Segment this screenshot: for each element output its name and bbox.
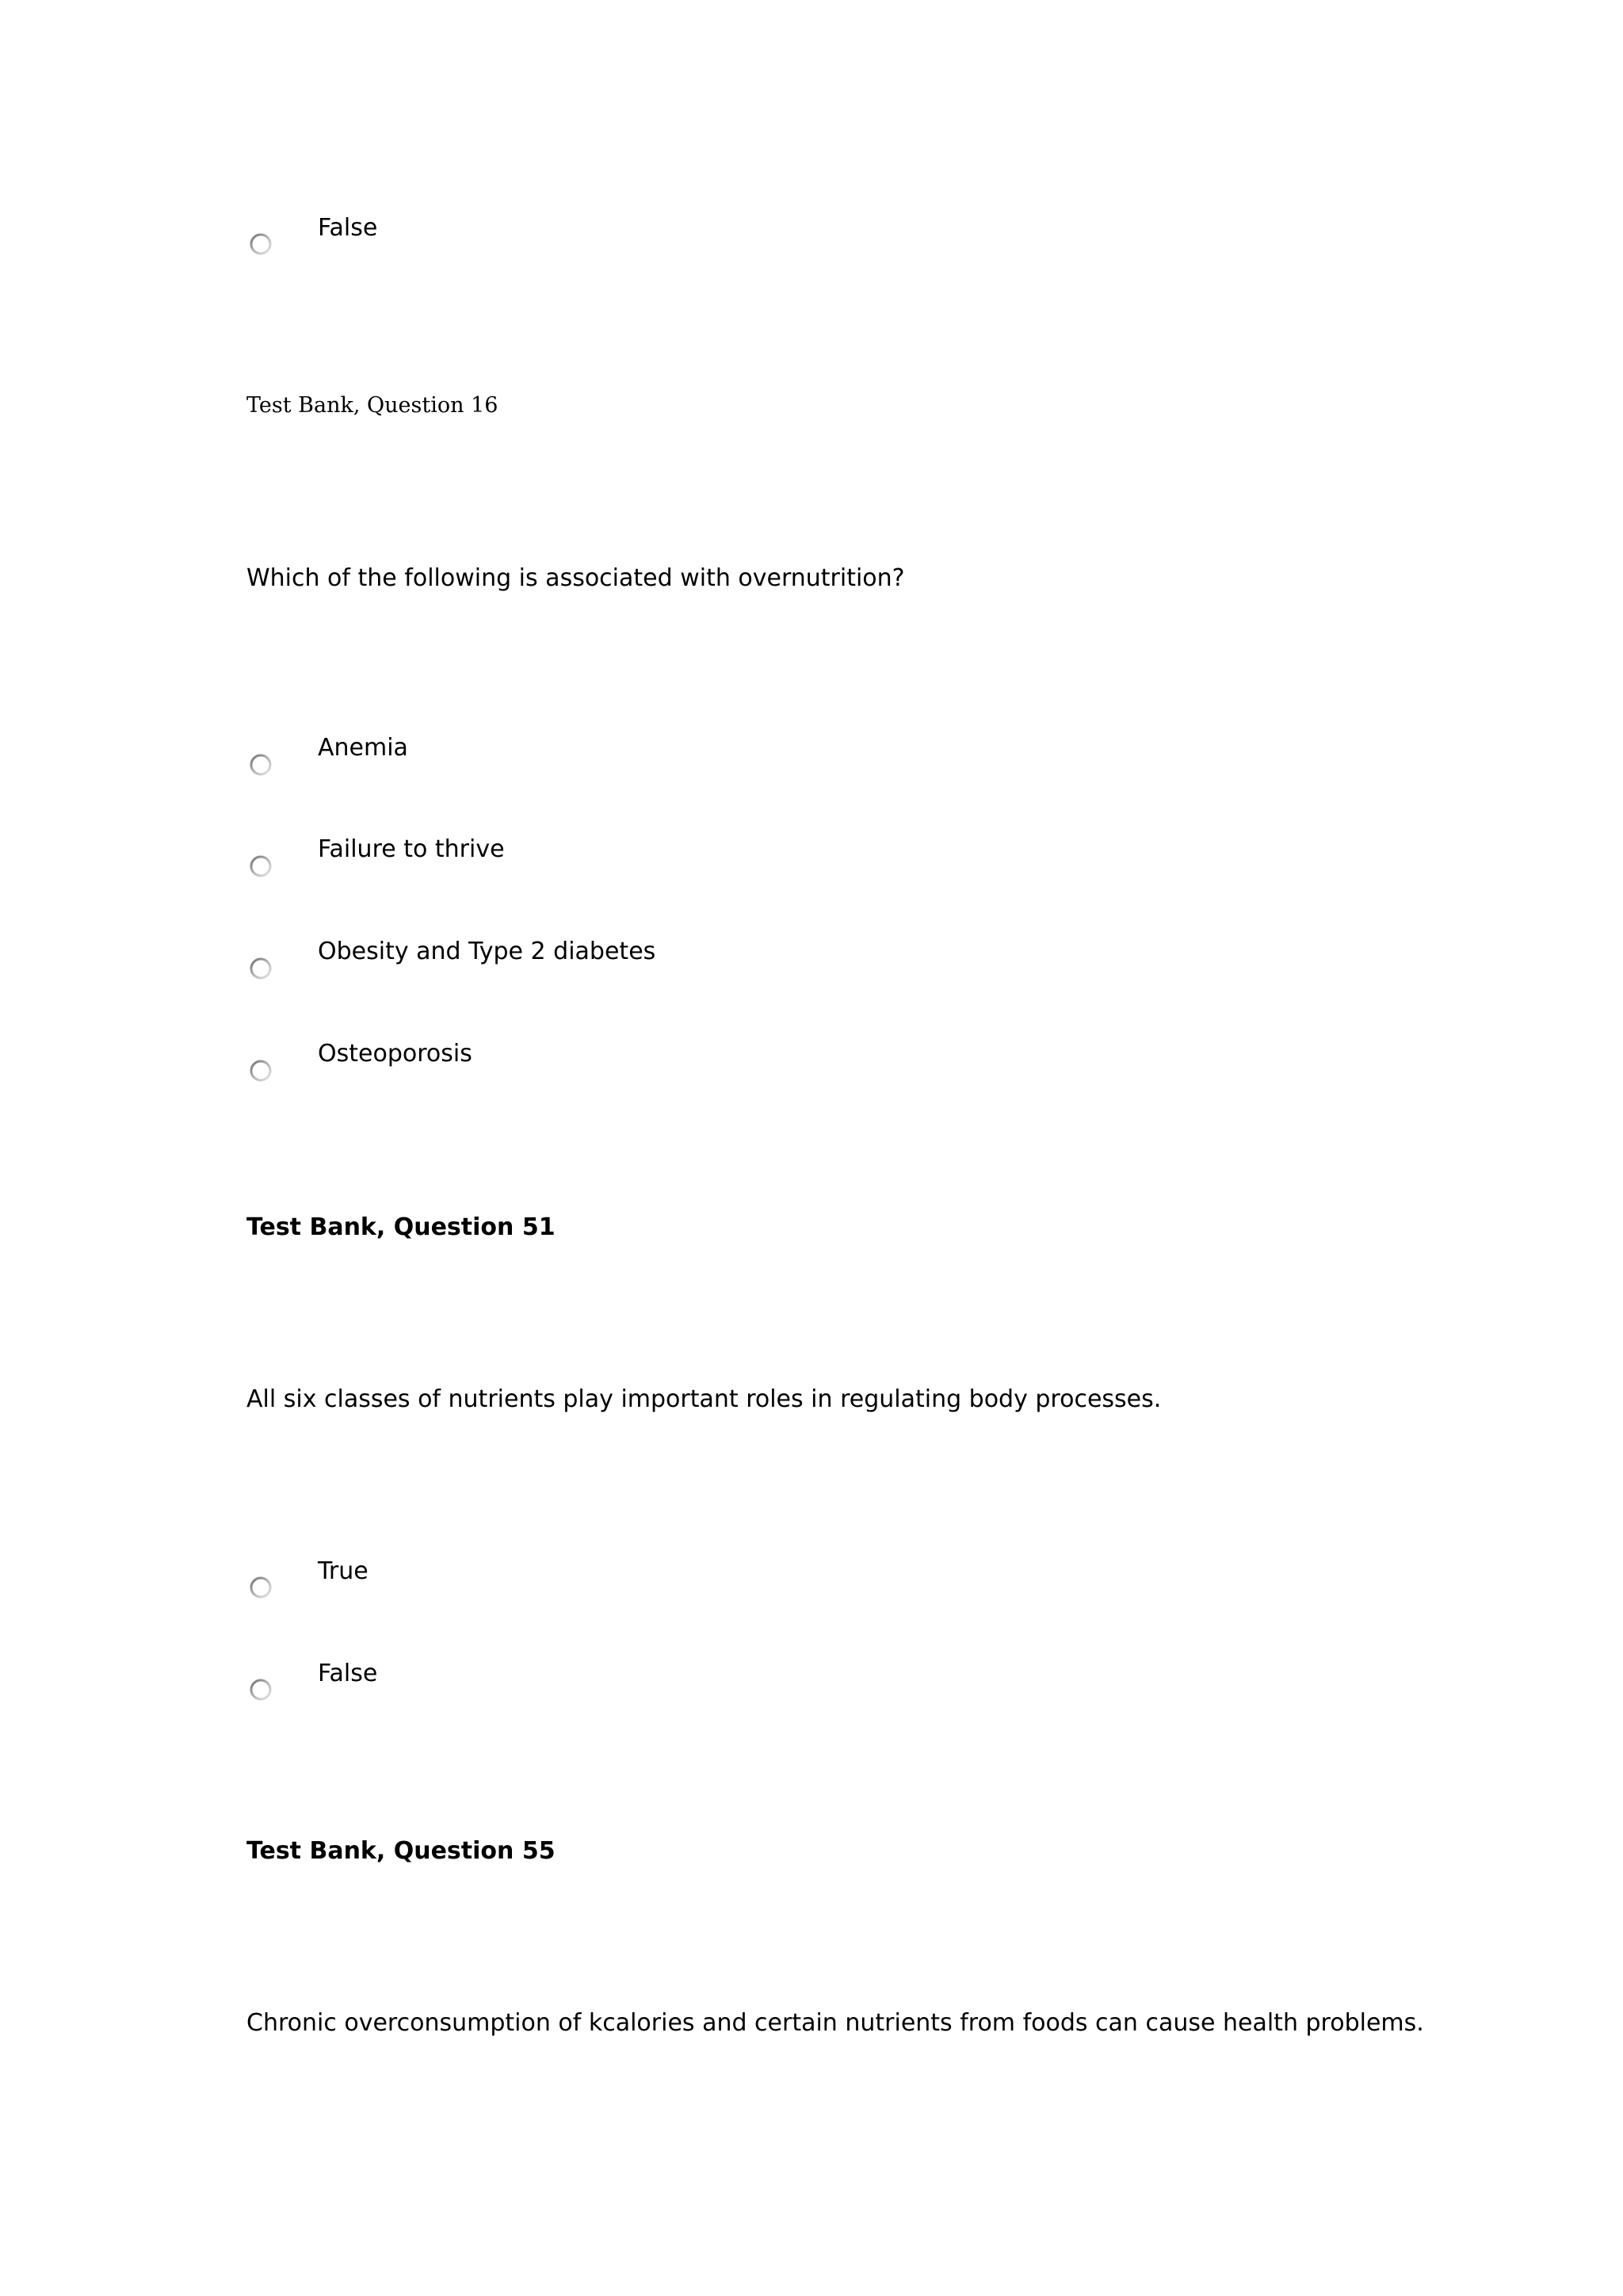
radio-circle-icon (248, 231, 273, 257)
option-label: Failure to thrive (318, 835, 505, 863)
option-label: Osteoporosis (318, 1040, 472, 1068)
question-heading: Test Bank, Question 55 (246, 1837, 556, 1865)
option-label: False (318, 214, 378, 242)
radio-button[interactable] (248, 1058, 273, 1083)
option-label: True (318, 1557, 369, 1585)
radio-circle-icon (248, 1058, 273, 1083)
radio-button[interactable] (248, 752, 273, 777)
radio-button[interactable] (248, 854, 273, 879)
question-prompt: All six classes of nutrients play important roles in regulating body processes. (246, 1385, 1162, 1413)
radio-circle-icon (248, 752, 273, 777)
option-label: Obesity and Type 2 diabetes (318, 938, 656, 965)
radio-button[interactable] (248, 956, 273, 981)
radio-circle-icon (248, 1575, 273, 1600)
radio-button[interactable] (248, 231, 273, 257)
option-label: Anemia (318, 734, 408, 762)
radio-button[interactable] (248, 1575, 273, 1600)
question-heading: Test Bank, Question 51 (246, 1213, 556, 1241)
question-heading: Test Bank, Question 16 (246, 393, 498, 418)
radio-circle-icon (248, 956, 273, 981)
radio-circle-icon (248, 1677, 273, 1702)
radio-circle-icon (248, 854, 273, 879)
question-prompt: Chronic overconsumption of kcalories and certain nutrients from foods can cause health problems. (246, 2009, 1424, 2037)
radio-button[interactable] (248, 1677, 273, 1702)
option-label: False (318, 1660, 378, 1687)
question-prompt: Which of the following is associated with overnutrition? (246, 564, 905, 592)
